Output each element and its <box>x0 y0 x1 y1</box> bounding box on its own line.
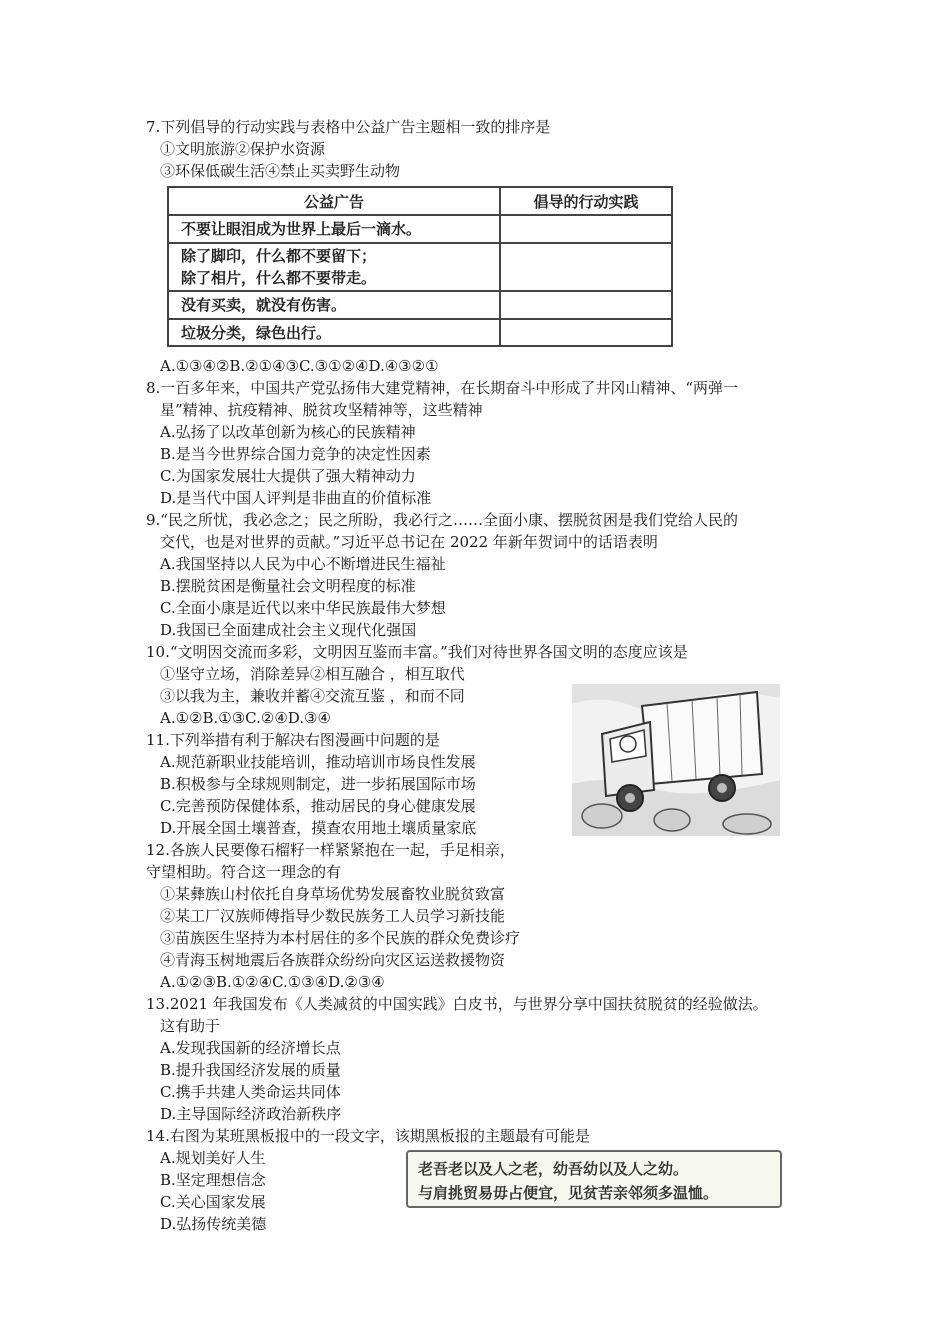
cartoon-truck-image <box>572 684 780 836</box>
q10-items-2: ③以我为主，兼收并蓄④交流互鉴 ，和而不同 <box>160 687 465 705</box>
q14-option-a: A.规划美好人生 <box>160 1149 266 1167</box>
q9-stem-2: 交代，也是对世界的贡献。”习近平总书记在 2022 年新年贺词中的话语表明 <box>160 533 658 551</box>
table-row <box>168 215 672 243</box>
table-row <box>168 319 672 346</box>
q10-items-1: ①坚守立场，消除差异②相互融合 ，相互取代 <box>160 665 465 683</box>
q10-options: A.①②B.①③C.②④D.③④ <box>160 709 331 727</box>
table-header-row <box>168 187 672 215</box>
q8-option-a: A.弘扬了以改革创新为核心的民族精神 <box>160 423 416 441</box>
q11-option-c: C.完善预防保健体系，推动居民的身心健康发展 <box>160 797 476 815</box>
q10-stem: 10.“文明因交流而多彩，文明因互鉴而丰富。”我们对待世界各国文明的态度应该是 <box>146 643 688 661</box>
q12-stem-1: 12.各族人民要像石榴籽一样紧紧抱在一起，手足相亲， <box>146 841 515 859</box>
q9-option-b: B.摆脱贫困是衡量社会文明程度的标准 <box>160 577 416 595</box>
q14-option-d: D.弘扬传统美德 <box>160 1215 267 1233</box>
header-action: 倡导的行动实践 <box>500 187 672 215</box>
q13-option-d: D.主导国际经济政治新秩序 <box>160 1105 342 1123</box>
q11-option-d: D.开展全国土壤普查，摸查农用地土壤质量家底 <box>160 819 477 837</box>
q9-option-a: A.我国坚持以人民为中心不断增进民生福祉 <box>160 555 446 573</box>
q8-option-c: C.为国家发展壮大提供了强大精神动力 <box>160 467 416 485</box>
action-cell <box>500 291 672 319</box>
table-row <box>168 291 672 319</box>
blackboard-line-1: 老吾老以及人之老，幼吾幼以及人之幼。 <box>418 1160 689 1178</box>
q11-option-b: B.积极参与全球规则制定，进一步拓展国际市场 <box>160 775 476 793</box>
action-cell <box>500 243 672 291</box>
public-ad-table <box>167 186 673 347</box>
q12-stem-2: 守望相助。符合这一理念的有 <box>146 863 342 881</box>
q11-stem: 11.下列举措有利于解决右图漫画中问题的是 <box>146 731 440 749</box>
q7-options: A.①③④②B.②①④③C.③①②④D.④③②① <box>160 357 439 375</box>
q11-option-a: A.规范新职业技能培训，推动培训市场良性发展 <box>160 753 476 771</box>
ad-cell: 不要让眼泪成为世界上最后一滴水。 <box>168 215 500 243</box>
q9-option-d: D.我国已全面建成社会主义现代化强国 <box>160 621 417 639</box>
q13-option-a: A.发现我国新的经济增长点 <box>160 1039 341 1057</box>
blackboard-line-2: 与肩挑贸易毋占便宜，见贫苦亲邻须多温恤。 <box>418 1184 719 1202</box>
q13-option-b: B.提升我国经济发展的质量 <box>160 1061 341 1079</box>
q7-items-1: ①文明旅游②保护水资源 <box>160 140 326 158</box>
ad-cell-line: 除了相片，什么都不要带走。 <box>181 269 377 287</box>
q8-option-d: D.是当代中国人评判是非曲直的价值标准 <box>160 489 432 507</box>
q13-stem-2: 这有助于 <box>160 1017 221 1035</box>
q9-stem-1: 9.“民之所忧，我必念之；民之所盼，我必行之……全面小康、摆脱贫困是我们党给人民的 <box>146 511 738 529</box>
q8-stem-2: 星”精神、抗疫精神、脱贫攻坚精神等，这些精神 <box>160 401 483 419</box>
ad-cell: 没有买卖，就没有伤害。 <box>168 291 500 319</box>
blackboard-text-box <box>406 1150 782 1208</box>
ad-cell: 垃圾分类，绿色出行。 <box>168 319 500 346</box>
q7-items-2: ③环保低碳生活④禁止买卖野生动物 <box>160 162 401 180</box>
table-row <box>168 243 672 291</box>
q12-options: A.①②③B.①②④C.①③④D.②③④ <box>160 973 385 991</box>
q8-option-b: B.是当今世界综合国力竞争的决定性因素 <box>160 445 431 463</box>
q8-stem-1: 8.一百多年来，中国共产党弘扬伟大建党精神，在长期奋斗中形成了井冈山精神、“两弹一 <box>146 379 738 397</box>
q14-stem: 14.右图为某班黑板报中的一段文字，该期黑板报的主题最有可能是 <box>146 1127 590 1145</box>
ad-cell <box>168 243 500 291</box>
q14-option-c: C.关心国家发展 <box>160 1193 266 1211</box>
q14-option-b: B.坚定理想信念 <box>160 1171 266 1189</box>
q12-item-1: ①某彝族山村依托自身草场优势发展畜牧业脱贫致富 <box>160 885 506 903</box>
q9-option-c: C.全面小康是近代以来中华民族最伟大梦想 <box>160 599 446 617</box>
header-public-ad: 公益广告 <box>168 187 500 215</box>
action-cell <box>500 319 672 346</box>
q7-stem: 7.下列倡导的行动实践与表格中公益广告主题相一致的排序是 <box>146 118 551 136</box>
action-cell <box>500 215 672 243</box>
q12-item-3: ③苗族医生坚持为本村居住的多个民族的群众免费诊疗 <box>160 929 521 947</box>
q12-item-4: ④青海玉树地震后各族群众纷纷向灾区运送救援物资 <box>160 951 506 969</box>
q13-option-c: C.携手共建人类命运共同体 <box>160 1083 341 1101</box>
ad-cell-line: 除了脚印，什么都不要留下； <box>181 247 377 265</box>
q13-stem-1: 13.2021 年我国发布《人类减贫的中国实践》白皮书，与世界分享中国扶贫脱贫的经验做法。 <box>146 995 768 1013</box>
q12-item-2: ②某工厂汉族师傅指导少数民族务工人员学习新技能 <box>160 907 506 925</box>
